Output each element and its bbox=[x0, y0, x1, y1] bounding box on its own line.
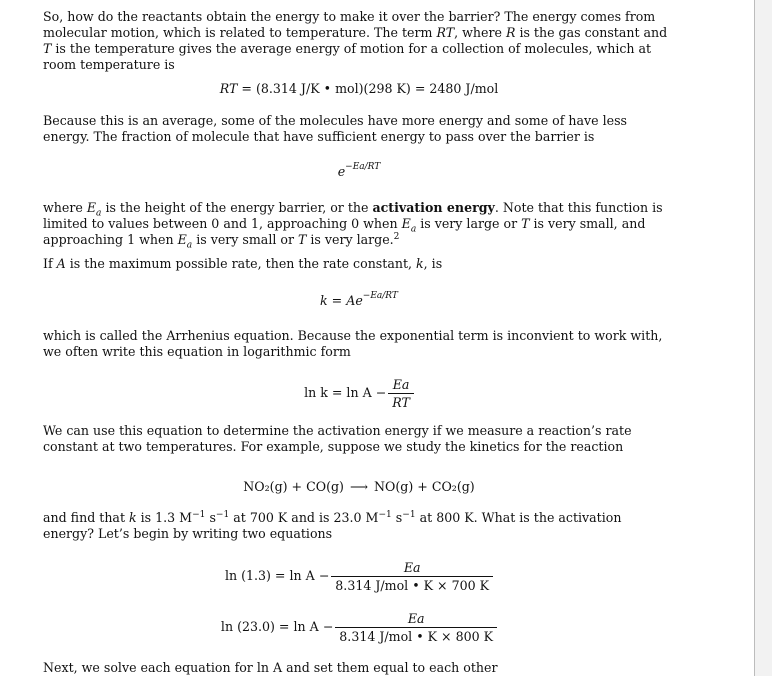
paragraph-fraction-molecules: Because this is an average, some of the molecules have more energy and some of have less energy. The fraction of molecule that have sufficient energy to pass over the barrier is bbox=[43, 113, 628, 144]
paragraph-arrhenius-description: which is called the Arrhenius equation. Because the exponential term is inconvient to work with, we often write this equation in logarithmic form bbox=[43, 328, 663, 359]
viewer-gutter bbox=[755, 0, 772, 676]
footnote-marker: 2 bbox=[393, 231, 400, 242]
equation-reaction: NO₂(g) + CO(g) ⟶ NO(g) + CO₂(g) bbox=[243, 479, 475, 494]
paragraph-activation-energy: where $E_a$ is the height of the energy barrier, or the activation energy. Note that this function is limited to values between 0 and 1, approaching 0 when $E_a$ is very large or T is very small, and approaching 1 when $E_a$ is very small or T is very large.$^2$ bbox=[43, 200, 663, 251]
paragraph-two-temperatures: We can use this equation to determine the activation energy if we measure a reaction’s rate constant at two temperatures. For example, suppose we study the kinetics for the reaction bbox=[43, 423, 632, 454]
equation-700k: ln (1.3) = ln A − $\frac{Ea}{\text{8.314 J/mol • K × 700 K}}$ bbox=[43, 560, 675, 593]
paragraph-rate-data: and find that k is 1.3 $M^{-1}$ $s^{-1}$ at 700 K and is 23.0 $M^{-1}$ $s^{-1}$ at 800 K. What is the activation energy? Let’s begin by writing two equations bbox=[43, 509, 622, 541]
paragraph-solve-ln-a: Next, we solve each equation for ln A and set them equal to each other bbox=[43, 660, 498, 675]
paragraph-energy-motion: So, how do the reactants obtain the energy to make it over the barrier? The energy comes from molecular motion, which is related to temperature. The term RT, where R is the gas constant and T is the temperature gives the average energy of motion for a collection of molecules, which at room temperature is bbox=[43, 9, 668, 72]
paragraph-rate-constant: If A is the maximum possible rate, then the rate constant, k, is bbox=[43, 256, 443, 271]
equation-rt-value: RT = (8.314 J/K • mol)(298 K) = 2480 J/mol bbox=[219, 81, 499, 96]
equation-log-arrhenius: ln k = ln A − $\frac{Ea}{RT}$ bbox=[43, 377, 675, 410]
equation-arrhenius: $k = Ae^{-Ea/RT}$ bbox=[320, 291, 398, 308]
equation-boltzmann-factor: $e^{-Ea/RT}$ bbox=[337, 162, 381, 179]
equation-800k: ln (23.0) = ln A − $\frac{Ea}{\text{8.314 J/mol • K × 800 K}}$ bbox=[43, 611, 675, 644]
